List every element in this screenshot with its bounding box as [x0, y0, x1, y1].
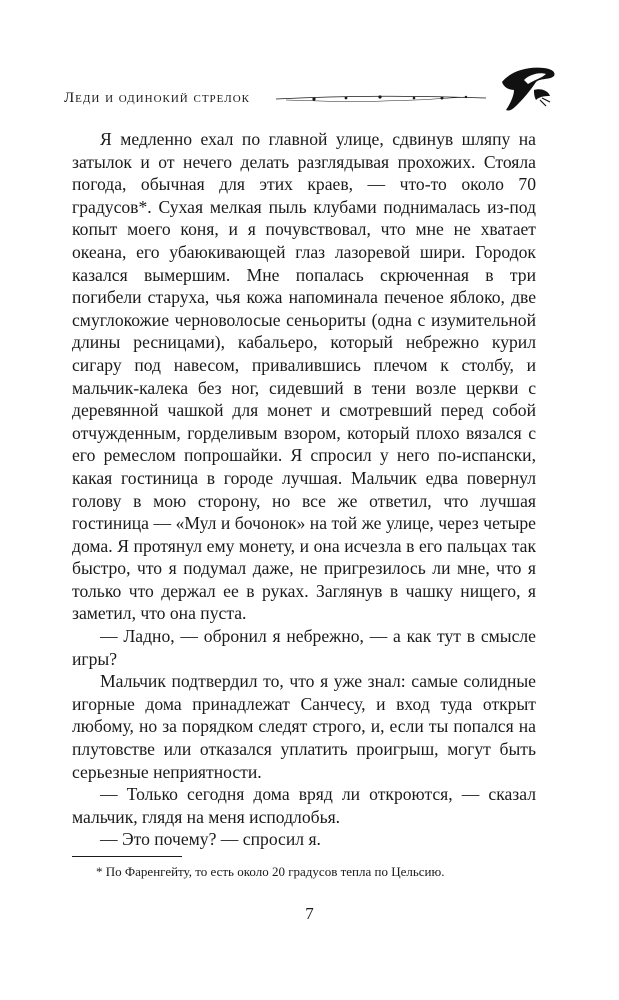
page-header [64, 60, 564, 120]
paragraph: — Только сегодня дома вряд ли откроются, — сказал мальчик, глядя на меня исподлобья. [72, 784, 536, 827]
dotted-ornament-line [276, 92, 486, 106]
page-number: 7 [305, 904, 314, 923]
paragraph: Я медленно ехал по главной улице, сдвинув шляпу на затылок и от нечего делать разглядывая прохожих. Стояла погода, обычная для этих краев, — что-то около 70 градусов*. Сухая мелкая пыль клубами поднималась из-под копыт моего коня, и я почувствовал, что мне не хватает океана, его убаюкивающей глаз лазоревой шири. Городок казался вымершим. Мне попалась скрюченная в три погибели старуха, чья кожа напоминала печеное яблоко, две смуглокожие черноволосые сеньориты (одна с изумительной длины ресницами), кабальеро, который небрежно курил сигару под навесом, привалившись плечом к столбу, и мальчик-калека без ног, сидевший в тени возле церкви с деревянной чашкой для монет и смотревший перед собой отчужденным, горделивым взором, который плохо вязался с его ремеслом попрошайки. Я спросил у него по-испански, какая гостиница в городе лучшая. Мальчик едва повернул голову в мою сторону, но все же ответил, что лучшая гостиница — «Мул и бочонок» на той же улице, через четыре дома. Я протянул ему монету, и она исчезла в его пальцах так быстро, что я подумал даже, не пригрезилось ли мне, что я только что держал ее в руках. Заглянув в чашку нищего, я заметил, что она пуста. [72, 129, 536, 624]
footnote: * По Фаренгейту, то есть около 20 градусов тепла по Цельсию. [96, 864, 445, 879]
paragraph: Мальчик подтвердил то, что я уже знал: самые солидные игорные дома принадлежат Санчесу, и вход туда открыт любому, но за порядком следят строго, и, если ты попался на плутовстве или отказался уплатить проигрыш, могут быть серьезные неприятности. [72, 671, 536, 782]
hat-silhouette-icon [496, 60, 558, 116]
main-text [72, 128, 536, 851]
paragraph: — Это почему? — спросил я. [100, 829, 321, 850]
paragraph: — Ладно, — обронил я небрежно, — а как тут в смысле игры? [72, 626, 536, 669]
footnote-divider [72, 856, 182, 857]
running-title: Леди и одинокий стрелок [64, 90, 250, 106]
